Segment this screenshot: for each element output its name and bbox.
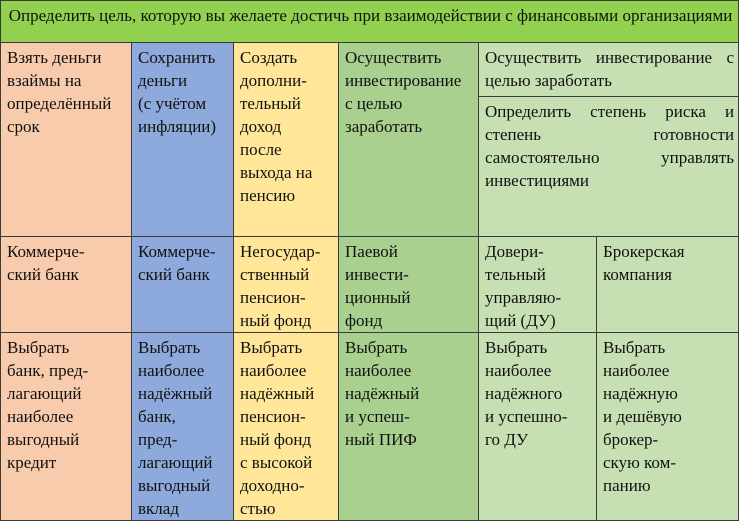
action-trust-cell	[479, 333, 597, 521]
goal-save-cell	[132, 43, 234, 237]
inst-save-text: Коммерче- ский банк	[138, 242, 216, 284]
inst-broker-cell	[597, 237, 739, 333]
goal-risk-text: Определить степень риска и степень готовности самостоятельно управлять инвестициями	[485, 102, 735, 190]
actions-row	[1, 333, 739, 521]
goal-save-text: Сохранить деньги (с учётом инфляции)	[138, 48, 217, 136]
goal-borrow-cell	[1, 43, 132, 237]
goal-invest-right-text: Осуществить инвестирование с целью заработать	[485, 48, 735, 90]
header-row	[1, 1, 739, 43]
goal-borrow-text: Взять деньги взаймы на определённый срок	[7, 48, 112, 136]
action-income-cell	[234, 333, 339, 521]
inst-broker-text: Брокерская компания	[603, 242, 685, 284]
inner-divider	[479, 96, 738, 97]
action-save-text: Выбрать наиболее надёжный банк, пред- лагающий выгодный вклад	[138, 338, 213, 518]
inst-trust-text: Довери- тельный управляю- щий (ДУ)	[485, 242, 562, 330]
inst-invest-text: Паевой инвести- ционный фонд	[345, 242, 411, 330]
action-borrow-cell	[1, 333, 132, 521]
inst-income-text: Негосудар- ственный пенсион- ный фонд	[240, 242, 321, 330]
institutions-row	[1, 237, 739, 333]
inst-invest-cell	[339, 237, 479, 333]
goal-invest-text: Осуществить инвестирование с целью заработать	[345, 48, 462, 136]
inst-borrow-text: Коммерче- ский банк	[7, 242, 85, 284]
action-save-cell	[132, 333, 234, 521]
action-trust-text: Выбрать наиболее надёжного и успешно- го ДУ	[485, 338, 568, 449]
goals-row	[1, 43, 739, 237]
inst-trust-cell	[479, 237, 597, 333]
action-income-text: Выбрать наиболее надёжный пенсион- ный фонд с высокой доходно- стью	[240, 338, 315, 518]
goal-income-cell	[234, 43, 339, 237]
inst-income-cell	[234, 237, 339, 333]
goal-income-text: Создать дополни- тельный доход после выхода на пенсию	[240, 48, 313, 205]
action-invest-text: Выбрать наиболее надёжный и успеш- ный ПИФ	[345, 338, 420, 449]
table-title: Определить цель, которую вы желаете достичь при взаимодействии с финансовыми организациями	[1, 1, 739, 43]
action-broker-text: Выбрать наиболее надёжную и дешёвую брокер- скую ком- панию	[603, 338, 682, 495]
inst-save-cell	[132, 237, 234, 333]
action-broker-cell	[597, 333, 739, 521]
inst-borrow-cell	[1, 237, 132, 333]
goal-invest-risk-cell	[479, 43, 739, 237]
action-borrow-text: Выбрать банк, пред- лагающий наиболее выгодный кредит	[7, 338, 89, 472]
goal-invest-cell	[339, 43, 479, 237]
action-invest-cell	[339, 333, 479, 521]
